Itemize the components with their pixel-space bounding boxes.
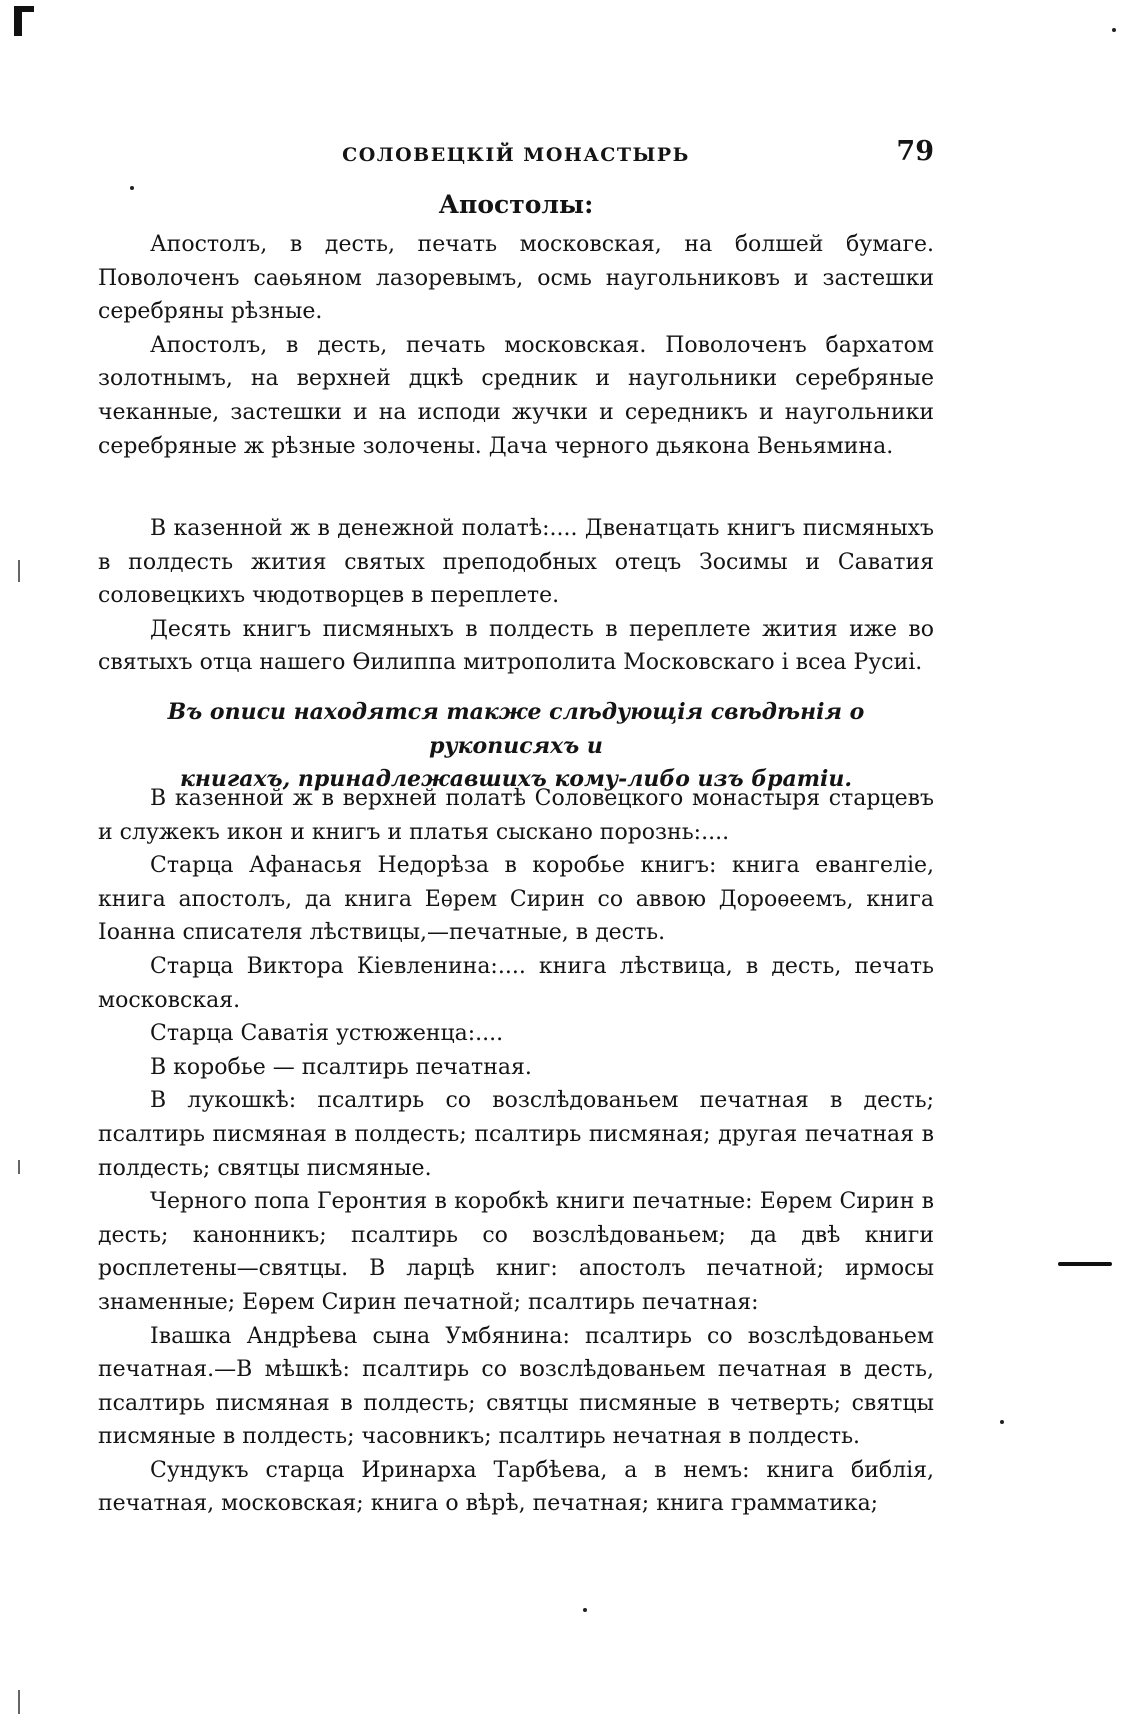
paragraph: Черного попа Геронтия в коробкѣ книги печатные: Еѳрем Сирин в десть; канонникъ; псалтирь со возслѣдованьем; да двѣ книги росплетены—святцы. В ларцѣ книг: апостолъ печатной; ирмосы знаменные; Еѳрем Сирин печатной; псалтирь печатная: [98,1189,934,1315]
paragraph: Апостолъ, в десть, печать московская. Поволоченъ бархатом золотнымъ, на верхней дцкѣ средник и наугольники серебряные чеканные, застешки и на исподи жучки и середникъ и наугольники серебряные ж рѣзные золочены. Дача черного дьякона Веньямина. [98,332,934,459]
scan-speck [583,1608,587,1612]
scan-edge-dash [1058,1262,1112,1266]
paragraph: Старца Виктора Кіевленина:.... книга лѣствица, в десть, печать московская. [98,953,934,1013]
scan-margin-line [18,1160,20,1174]
page-number: 79 [896,136,934,167]
treasury-section [98,512,934,680]
note-line: Въ описи находятся также слѣдующія свѣдѣнія о рукописяхъ и [167,699,865,759]
paragraph: Старца Афанасья Недорѣза в коробье книгъ: книга евангеліе, книга апостолъ, да книга Еѳрем Сирин со аввою Дороѳеемъ, книга Іоанна списателя лѣствицы,—печатные, в десть. [98,853,934,946]
section-heading: Апостолы: [438,190,594,219]
running-title: СОЛОВЕЦКІЙ МОНАСТЫРЬ [342,144,690,166]
paragraph: В казенной ж в верхней полатѣ Соловецкого монастыря старцевъ и служекъ икон и книгъ и платья сыскано порознь:.... [98,786,934,845]
paragraph: Десять книгъ писмяныхъ в полдесть в переплете жития иже во святыхъ отца нашего Ѳилиппа митрополита Московскаго і всеа Русиі. [98,616,934,676]
paragraph: Апостолъ, в десть, печать московская, на болшей бумаге. Поволоченъ саѳьяном лазоревымъ, осмь наугольниковъ и застешки серебряны рѣзные. [98,232,934,325]
inventory-section [98,782,934,1521]
running-head [98,136,934,172]
paragraph: В лукошкѣ: псалтирь со возслѣдованьем печатная в десть; псалтирь писмяная в полдесть; псалтирь писмяная; другая печатная в полдесть; святцы писмяные. [98,1088,934,1181]
apostles-section [98,228,934,463]
scan-margin-line [18,1690,20,1714]
paragraph: В коробье — псалтирь печатная. [150,1054,532,1080]
scan-margin-line [18,560,20,582]
note-line: книгахъ, принадлежавшихъ кому-либо изъ братіи. [179,766,853,793]
scan-corner-mark [14,6,22,36]
paragraph: Івашка Андрѣева сына Умбянина: псалтирь со возслѣдованьем печатная.—В мѣшкѣ: псалтирь со возслѣдованьем печатная в десть, псалтирь писмяная в полдесть; святцы писмяные в четверть; святцы писмяные в полдесть; часовникъ; псалтирь нечатная в полдесть. [98,1323,934,1450]
paragraph: В казенной ж в денежной полатѣ:.... Двенатцать книгъ писмяныхъ в полдесть жития святых преподобных отецъ Зосимы и Саватия соловецкихъ чюдотворцев в переплете. [98,516,934,609]
scan-speck [1112,28,1116,32]
paragraph: Сундукъ старца Иринарха Тарбѣева, а в немъ: книга библія, печатная, московская; книга о вѣрѣ, печатная; книга грамматика; [98,1457,934,1517]
paragraph: Старца Саватія устюженца:.... [150,1021,504,1047]
scan-speck [1000,1420,1004,1424]
